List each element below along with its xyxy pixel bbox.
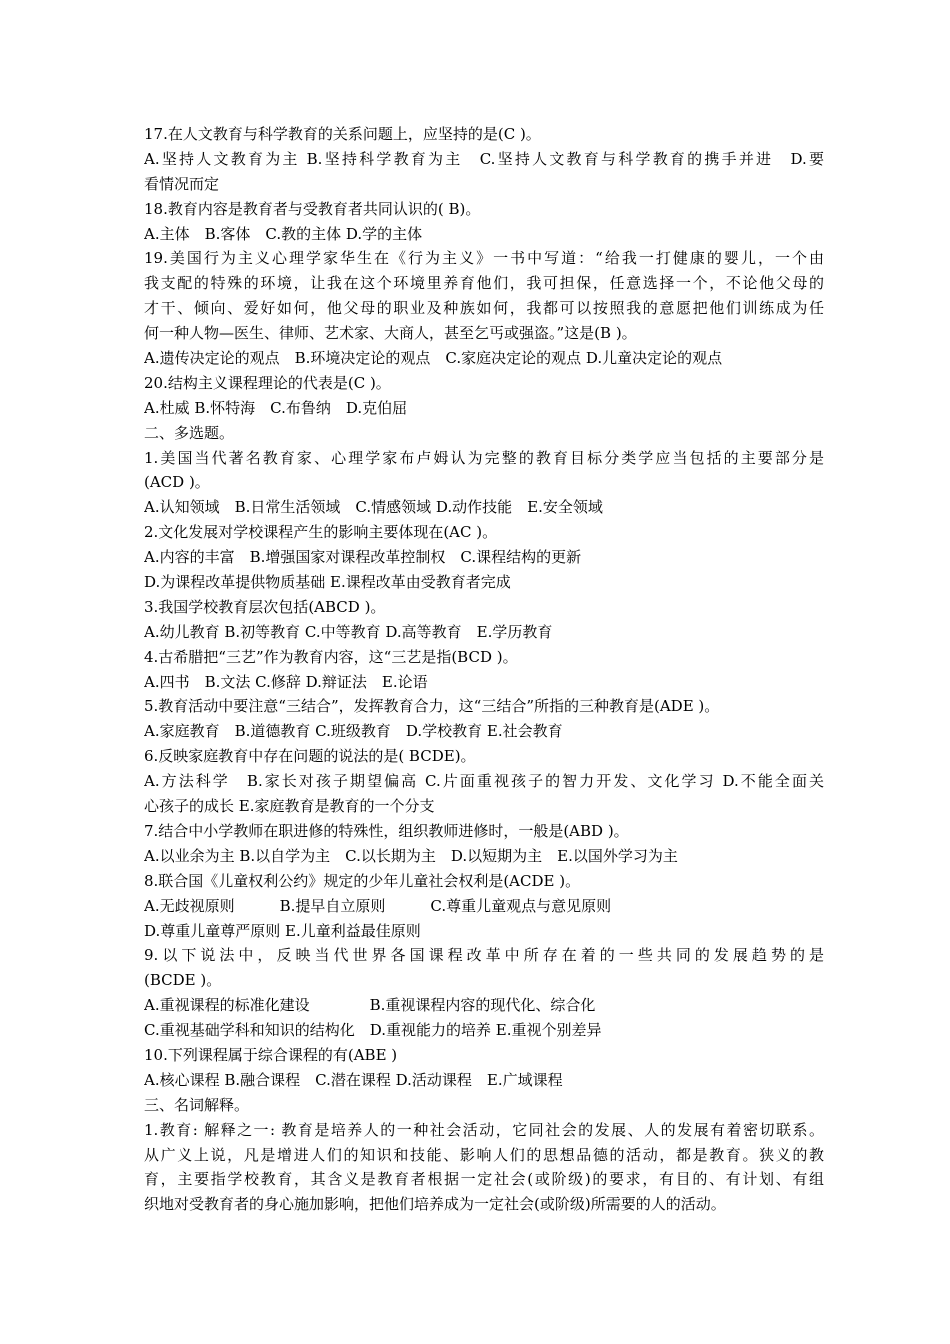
mc-question-7-options: A.以业余为主 B.以自学为主 C.以长期为主 D.以短期为主 E.以国外学习为主 bbox=[144, 846, 678, 865]
mc-question-9: 9.以下说法中，反映当代世界各国课程改革中所存在着的一些共同的发展趋势的是 bbox=[144, 946, 824, 965]
question-17: 17.在人文教育与科学教育的关系问题上，应坚持的是(C )。 bbox=[144, 125, 541, 143]
question-19-cont-1: 我支配的特殊的环境，让我在这个环境里养育他们，我可担保，任意选择一个，不论他父母的 bbox=[144, 274, 824, 293]
section-heading-term-definitions: 三、名词解释。 bbox=[144, 1095, 250, 1114]
mc-question-8-options-cont: D.尊重儿童尊严原则 E.儿童利益最佳原则 bbox=[144, 921, 421, 940]
question-19: 19.美国行为主义心理学家华生在《行为主义》一书中写道：“给我一打健康的婴儿，一个由 bbox=[144, 249, 824, 268]
mc-question-3: 3.我国学校教育层次包括(ABCD )。 bbox=[144, 597, 386, 616]
mc-question-7: 7.结合中小学教师在职进修的特殊性，组织教师进修时，一般是(ABD )。 bbox=[144, 821, 629, 840]
mc-question-9-options: A.重视课程的标准化建设 B.重视课程内容的现代化、综合化 bbox=[144, 996, 596, 1015]
mc-question-1-options: A.认知领域 B.日常生活领域 C.情感领域 D.动作技能 E.安全领域 bbox=[144, 498, 603, 517]
mc-question-2-options: A.内容的丰富 B.增强国家对课程改革控制权 C.课程结构的更新 bbox=[144, 548, 582, 567]
mc-question-2: 2.文化发展对学校课程产生的影响主要体现在(AC )。 bbox=[144, 523, 498, 542]
mc-question-10: 10.下列课程属于综合课程的有(ABE ) bbox=[144, 1045, 398, 1064]
question-20-options: A.杜威 B.怀特海 C.布鲁纳 D.克伯屈 bbox=[144, 398, 408, 417]
question-19-cont-3: 何一种人物—医生、律师、艺术家、大商人，甚至乞丐或强盗。”这是(B )。 bbox=[144, 324, 637, 343]
mc-question-2-options-cont: D.为课程改革提供物质基础 E.课程改革由受教育者完成 bbox=[144, 573, 511, 592]
mc-question-9-cont: (BCDE )。 bbox=[144, 971, 222, 990]
definition-education-cont-2: 育，主要指学校教育，其含义是教育者根据一定社会(或阶级)的要求，有目的、有计划、有组 bbox=[144, 1170, 824, 1189]
mc-question-6-options: A.方法科学 B.家长对孩子期望偏高 C.片面重视孩子的智力开发、文化学习 D.不能全面关 bbox=[144, 772, 824, 791]
question-20: 20.结构主义课程理论的代表是(C )。 bbox=[144, 373, 391, 392]
mc-question-6-options-cont: 心孩子的成长 E.家庭教育是教育的一个分支 bbox=[144, 797, 435, 816]
question-18-options: A.主体 B.客体 C.教的主体 D.学的主体 bbox=[144, 224, 423, 243]
mc-question-8: 8.联合国《儿童权利公约》规定的少年儿童社会权利是(ACDE )。 bbox=[144, 871, 581, 890]
mc-question-1-cont: (ACD )。 bbox=[144, 473, 210, 492]
question-19-cont-2: 才干、倾向、爱好如何，他父母的职业及种族如何，我都可以按照我的意愿把他们训练成为任 bbox=[144, 299, 824, 318]
mc-question-5: 5.教育活动中要注意“三结合”，发挥教育合力，这“三结合”所指的三种教育是(ADE )。 bbox=[144, 697, 720, 716]
mc-question-4: 4.古希腊把“三艺”作为教育内容，这“三艺是指(BCD )。 bbox=[144, 647, 518, 666]
mc-question-9-options-cont: C.重视基础学科和知识的结构化 D.重视能力的培养 E.重视个别差异 bbox=[144, 1021, 602, 1040]
mc-question-6: 6.反映家庭教育中存在问题的说法的是( BCDE)。 bbox=[144, 747, 476, 766]
mc-question-3-options: A.幼儿教育 B.初等教育 C.中等教育 D.高等教育 E.学历教育 bbox=[144, 622, 553, 641]
mc-question-5-options: A.家庭教育 B.道德教育 C.班级教育 D.学校教育 E.社会教育 bbox=[144, 722, 563, 741]
question-18: 18.教育内容是教育者与受教育者共同认识的( B)。 bbox=[144, 199, 481, 218]
question-17-options: A.坚持人文教育为主 B.坚持科学教育为主 C.坚持人文教育与科学教育的携手并进 D.要 bbox=[144, 149, 824, 168]
mc-question-1: 1.美国当代著名教育家、心理学家布卢姆认为完整的教育目标分类学应当包括的主要部分是 bbox=[144, 448, 824, 467]
mc-question-4-options: A.四书 B.文法 C.修辞 D.辩证法 E.论语 bbox=[144, 672, 428, 691]
question-19-options: A.遗传决定论的观点 B.环境决定论的观点 C.家庭决定论的观点 D.儿童决定论的观点 bbox=[144, 349, 723, 368]
mc-question-10-options: A.核心课程 B.融合课程 C.潜在课程 D.活动课程 E.广域课程 bbox=[144, 1070, 563, 1089]
question-17-options-cont: 看情况而定 bbox=[144, 174, 220, 193]
mc-question-8-options: A.无歧视原则 B.提早自立原则 C.尊重儿童观点与意见原则 bbox=[144, 896, 612, 915]
definition-education: 1.教育: 解释之一: 教育是培养人的一种社会活动，它同社会的发展、人的发展有着密切联系。 bbox=[144, 1120, 824, 1139]
document-page bbox=[144, 122, 824, 1217]
section-heading-multiple-choice: 二、多选题。 bbox=[144, 423, 235, 442]
definition-education-cont-1: 从广义上说，凡是增进人们的知识和技能、影响人们的思想品德的活动，都是教育。狭义的教 bbox=[144, 1145, 824, 1164]
definition-education-cont-3: 织地对受教育者的身心施加影响，把他们培养成为一定社会(或阶级)所需要的人的活动。 bbox=[144, 1195, 726, 1214]
